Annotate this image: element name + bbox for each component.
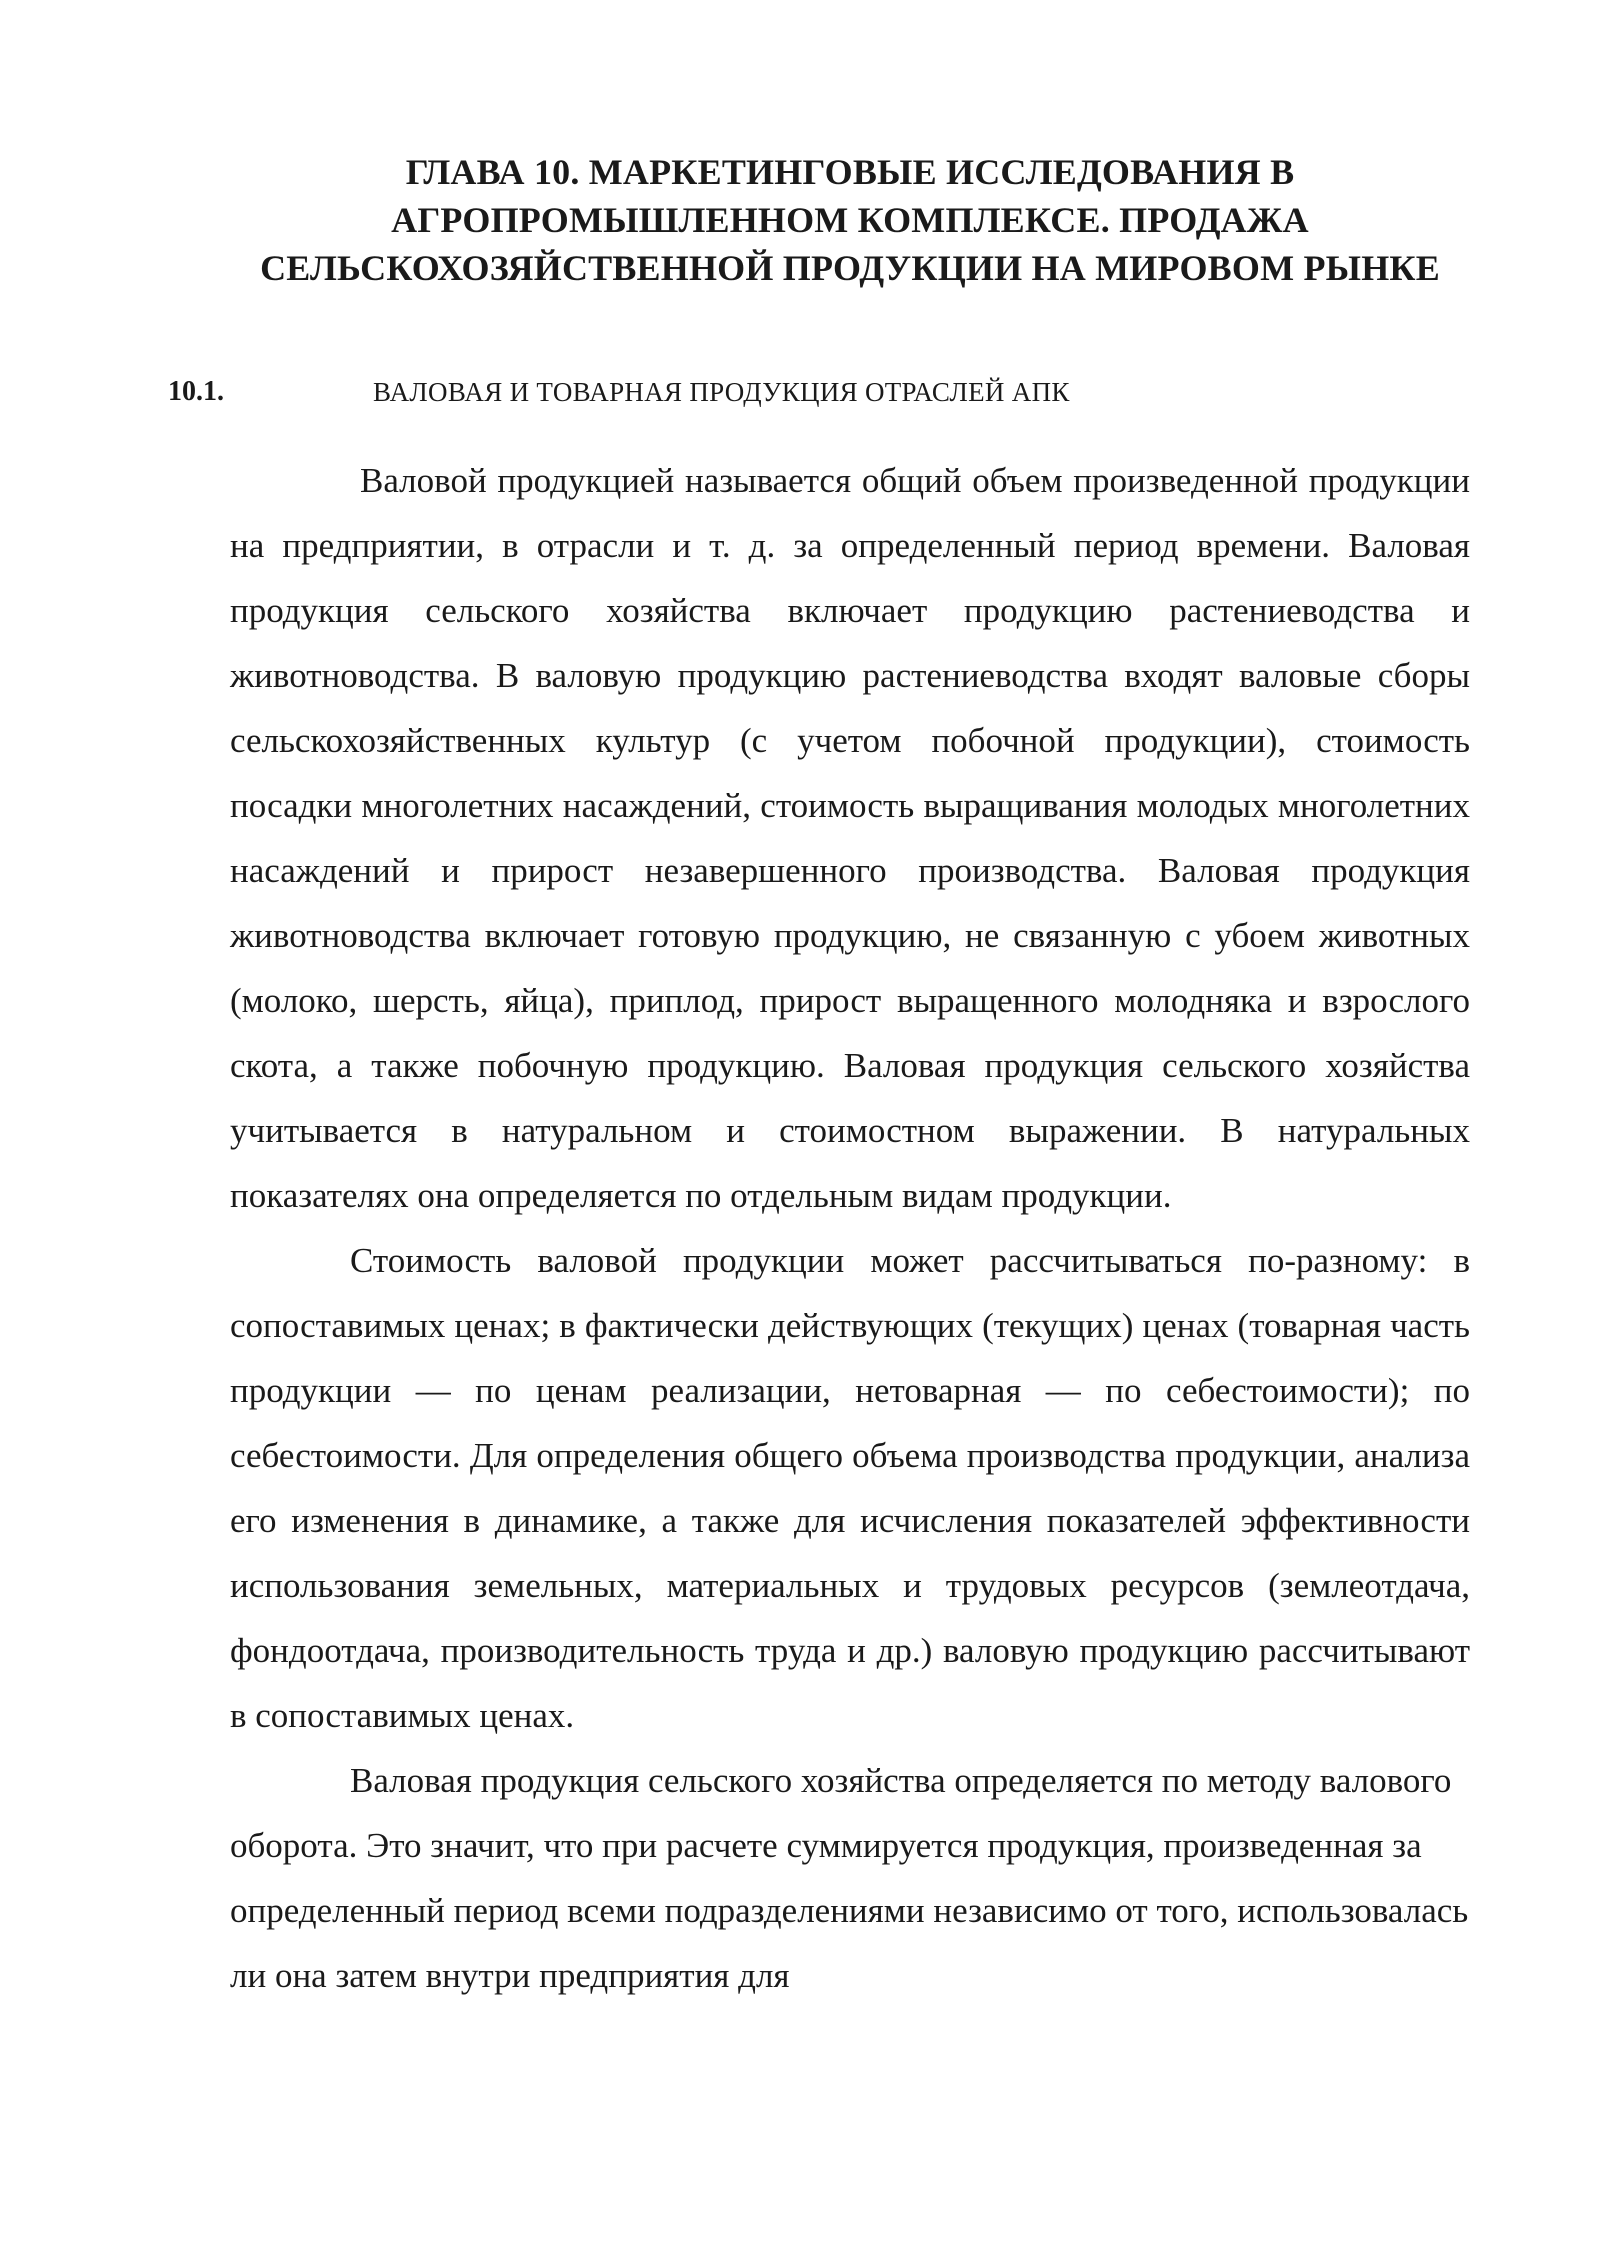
paragraph-2: Стоимость валовой продукции может рассчитываться по-разному: в сопоставимых ценах; в фактически действующих (текущих) ценах (товарная часть продукции — по ценам реализации, нетоварная — по себестоимости); по себестоимости. Для определения общего объема производства продукции, анализа его изменения в динамике, а также для исчисления показателей эффективности использования земельных, материальных и трудовых ресурсов (землеотдача, фондоотдача, производительность труда и др.) валовую продукцию рассчитывают в сопоставимых ценах. [230, 1241, 1470, 1735]
chapter-title-line-3: СЕЛЬСКОХОЗЯЙСТВЕННОЙ ПРОДУКЦИИ НА МИРОВОМ РЫНКЕ [260, 248, 1440, 288]
chapter-title [200, 148, 1500, 292]
paragraph-3: Валовая продукция сельского хозяйства определяется по методу валового оборота. Это значит, что при расчете суммируется продукция, произведенная за определенный период всеми подразделениями независимо от того, использовалась ли она затем внутри предприятия для [230, 1761, 1469, 1995]
chapter-title-line-2: АГРОПРОМЫШЛЕННОМ КОМПЛЕКСЕ. ПРОДАЖА [391, 200, 1309, 240]
section-number: 10.1. [168, 376, 224, 407]
chapter-title-line-1: ГЛАВА 10. МАРКЕТИНГОВЫЕ ИССЛЕДОВАНИЯ В [405, 152, 1295, 192]
paragraph-1: Валовой продукцией называется общий объем произведенной продукции на предприятии, в отрасли и т. д. за определенный период времени. Валовая продукция сельского хозяйства включает продукцию растениеводства и животноводства. В валовую продукцию растениеводства входят валовые сборы сельскохозяйственных культур (с учетом побочной продукции), стоимость посадки многолетних насаждений, стоимость выращивания молодых многолетних насаждений и прирост незавершенного производства. Валовая продукция животноводства включает готовую продукцию, не связанную с убоем животных (молоко, шерсть, яйца), приплод, прирост выращенного молодняка и взрослого скота, а также побочную продукцию. Валовая продукция сельского хозяйства учитывается в натуральном и стоимостном выражении. В натуральных показателях она определяется по отдельным видам продукции. [230, 461, 1470, 1215]
section-heading [168, 372, 1468, 412]
section-title: ВАЛОВАЯ И ТОВАРНАЯ ПРОДУКЦИЯ ОТРАСЛЕЙ АПК [373, 377, 1070, 407]
body-text [230, 448, 1470, 2008]
